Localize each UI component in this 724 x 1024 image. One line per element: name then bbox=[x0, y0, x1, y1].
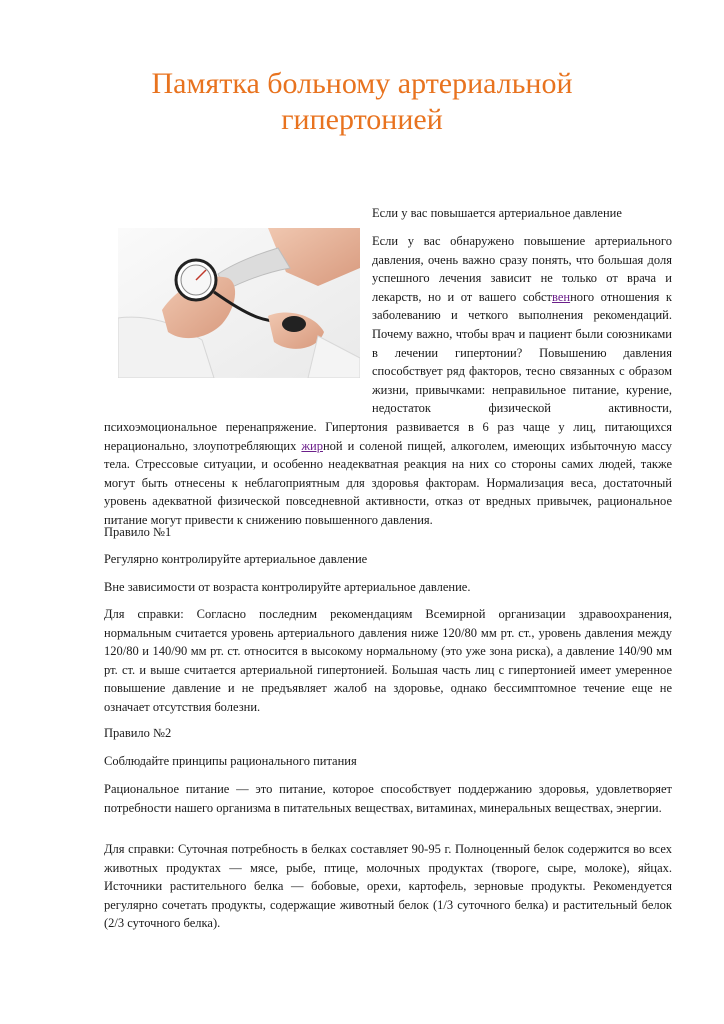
intro-text-part2: ного отношения к заболеванию и четкого выполнения рекомендаций. Почему важно, чтобы врач и пациент были союзниками в лечении гипертонии? Повышению давления способствует ряд факторов, тесно связанных с образом жизни, привычками: неправильное питание, курение, недостаток физической активности, психоэмоциональное перенапряжение. Гипертония развивается в 6 раз чаще у лиц, питающихся нерационально, злоупотребляющих bbox=[104, 289, 672, 453]
intro-text-part1: Если у вас обнаружено повышение артериального давления, очень важно сразу понять, что большая доля успешного лечения зависит не только от врача и лекарств, но и от вашего собст bbox=[372, 234, 672, 304]
photo-wrap-space bbox=[104, 232, 372, 402]
rule2-title: Соблюдайте принципы рационального питания bbox=[104, 754, 357, 768]
spellcheck-underlined-word: вен bbox=[552, 289, 571, 304]
rule2-text: Рациональное питание — это питание, которое способствует поддержанию здоровья, удовлетворяет потребности нашего организма в питательных веществах, витаминах, минеральных веществах, энергии. bbox=[104, 782, 672, 815]
rule1-reference: Для справки: Согласно последним рекомендациям Всемирной организации здравоохранения, нормальным считается уровень артериального давления ниже 120/80 мм рт. ст., уровень давления между 120/80 и 140/90 мм рт. ст. относится в высокому нормальному (это уже зона риска), а давление 140/90 мм рт. ст. и выше считается артериальной гипертонией. Большая часть лиц с гипертонией имеет умеренное повышение давление и не предъявляет жалоб на здоровье, однако бессимптомное течение еще не означает отсутствия болезни. bbox=[104, 607, 672, 714]
intro-heading: Если у вас повышается артериальное давление bbox=[372, 206, 622, 220]
intro-paragraph bbox=[104, 232, 672, 530]
rule1-text: Вне зависимости от возраста контролируйте артериальное давление. bbox=[104, 580, 471, 594]
spellcheck-underlined-word-2: жир bbox=[301, 438, 323, 453]
rule2-reference: Для справки: Суточная потребность в белках составляет 90-95 г. Полноценный белок содержится во всех животных продуктах — мясе, рыбе, птице, молочных продуктах (твороге, сыре, молоке), яйцах. Источники растительного белка — бобовые, орехи, картофель, зерновые продукты. Рекомендуется регулярно сочетать продукты, содержащие животный белок (1/3 суточного белка) и растительный белок (2/3 суточного белка). bbox=[104, 842, 672, 931]
rule1-title: Регулярно контролируйте артериальное давление bbox=[104, 552, 368, 566]
intro-text-part3: ной и соленой пищей, алкоголем, имеющих избыточную массу тела. Стрессовые ситуации, и особенно неадекватная реакция на них со стороны самих людей, также могут быть отнесены к неблагоприятным для здоровья факторам. Нормализация веса, достаточный уровень адекватной физической повседневной активности, отказ от вредных привычек, рациональное питание могут привести к снижению повышенного давления. bbox=[104, 438, 672, 527]
page-title: Памятка больному артериальной гипертонией bbox=[151, 67, 573, 136]
rule1-label: Правило №1 bbox=[104, 525, 172, 539]
rule2-label: Правило №2 bbox=[104, 726, 172, 740]
